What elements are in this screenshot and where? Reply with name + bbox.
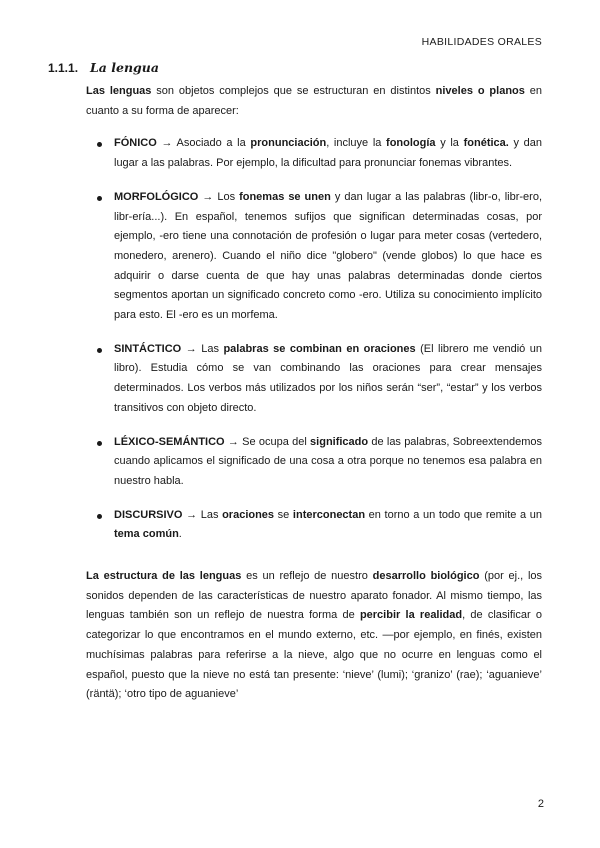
- item-label: DISCURSIVO: [114, 508, 183, 521]
- intro-levels: niveles o planos: [435, 85, 525, 97]
- list-item-fonico: FÓNICO → Asociado a la pronunciación, incluye la fonología y la fonética. y dan lugar a las palabras. Por ejemplo, la dificultad para pronunciar fonemas vibrantes.: [86, 134, 542, 173]
- levels-list: [86, 134, 542, 545]
- item-label: SINTÁCTICO: [114, 342, 182, 355]
- item-label: FÓNICO: [114, 137, 157, 150]
- list-item-sintactico: SINTÁCTICO → Las palabras se combinan en oraciones (El librero me vendió un libro). Estudia cómo se van combinando las oraciones para crear mensajes determinados. Los verbos más utilizados por los niños serán “ser”, “estar” y los verbos transitivos con objeto directo.: [86, 340, 542, 419]
- item-label: LÉXICO-SEMÁNTICO: [114, 435, 225, 448]
- item-label: MORFOLÓGICO: [114, 190, 199, 203]
- list-item-discursivo: DISCURSIVO → Las oraciones se interconectan en torno a un todo que remite a un tema común.: [86, 506, 542, 545]
- intro-term: Las lenguas: [86, 85, 152, 97]
- list-item-morfologico: MORFOLÓGICO → Los fonemas se unen y dan lugar a las palabras (libr-o, libr-ero, libr-ería...). En español, tenemos sufijos que significan determinadas cosas, por ejemplo, -ero tiene una connotación de profesión o lugar para meter cosas (vertedero, monedero, arenero). Cuando el niño dice "globero" (vende globos) lo que hace es adquirir o darse cuenta de que hay unas palabras determinadas donde ciertos segmentos aportan un significado concreto como -ero. Utiliza su conocimiento implícito para esto. El -ero es un morfema.: [86, 188, 542, 326]
- section-heading: [48, 60, 159, 75]
- running-header: HABILIDADES ORALES: [421, 36, 542, 48]
- intro-paragraph: Las lenguas son objetos complejos que se estructuran en distintos niveles o planos en cuanto a su forma de aparecer:: [86, 85, 542, 117]
- section-number: 1.1.1.: [48, 61, 79, 75]
- list-item-lexico-semantico: LÉXICO-SEMÁNTICO → Se ocupa del significado de las palabras, Sobreextendemos cuando aplicamos el significado de una cosa a otra porque no tenemos esa palabra en nuestro habla.: [86, 433, 542, 492]
- body-content: [86, 82, 542, 705]
- section-title: La lengua: [90, 60, 159, 75]
- page-number: 2: [537, 798, 544, 810]
- closing-paragraph: La estructura de las lenguas es un reflejo de nuestro desarrollo biológico (por ej., los sonidos dependen de las características de nuestro aparato fonador. Al mismo tiempo, las lenguas también son un reflejo de nuestra forma de percibir la realidad, de clasificar o categorizar lo que encontramos en el mundo externo, etc. —por ejemplo, en finés, existen muchísimas palabras para referirse a la nieve, algo que no ocurre en lenguas como el español, puesto que la nieve no está tan presente: ‘nieve’ (lumi); ‘granizo’ (rae); ‘aguanieve’ (räntä); ‘otro tipo de aguanieve’: [86, 570, 543, 701]
